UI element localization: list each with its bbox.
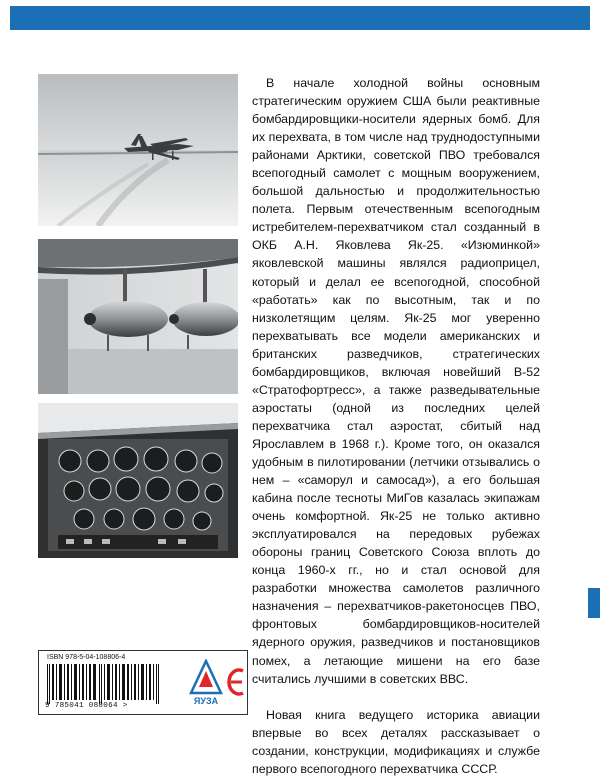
yauza-label: ЯУЗА <box>193 696 219 706</box>
back-cover-text <box>252 74 540 778</box>
under-wing-engines-photo <box>38 239 238 394</box>
top-bar <box>0 0 600 34</box>
yak25-on-snow-airfield-photo <box>38 74 238 226</box>
barcode-panel <box>38 650 248 715</box>
top-blue-stripe <box>10 6 590 30</box>
side-blue-stripe <box>588 588 600 618</box>
cockpit-instrument-panel-photo <box>38 403 238 558</box>
eksmo-publisher-logo <box>225 665 247 699</box>
isbn-label: ISBN 978-5-04-108806-4 <box>47 654 126 661</box>
barcode-icon <box>45 664 165 704</box>
yauza-publisher-logo <box>189 659 223 707</box>
description-paragraph: В начале холодной войны основным стратегическим оружием США были реактивные бомбардировщики-носители ядерных бомб. Для их перехвата, в том числе над труднодоступными районами Арктики, советской ПВО требовался всепогодный самолет с мощным вооружением, большой дальностью и продолжительностью полета. Первым отечественным всепогодным истребителем-перехватчиком стал созданный в ОКБ А.Н. Яковлева Як-25. «Изюминкой» яковлевской машины являлся радиоприцел, который и делал ее всепогодной, способной «работать» как по высотным, так и по низколетящим целям. Як-25 мог уверенно перехватывать все модели американских и британских разведчиков, стратегических бомбардировщиков, включая новейший B-52 «Стратофортресс», а также разведывательные аэростаты (одной из последних целей перехватчика стал аэростат, сбитый над Ярославлем в 1968 г.). Кроме того, он оказался удобным в пилотировании (летчики отзывались о нем – «саморул и самосад»), а его большая кабина после тесноты МиГов казалась экипажам очень комфортной. Як-25 не только активно эксплуатировался на передовых рубежах обороны границ Советского Союза вплоть до конца 1960-х гг., но и стал основой для разработки множества самолетов различного назначения – перехватчиков-ракетоносцев ПВО, фронтовых бомбардировщиков-носителей ядерного оружия, разведчиков и постановщиков помех, а летающие мишени на его базе считались лучшими в советских ВВС. <box>252 76 540 686</box>
book-summary-paragraph: Новая книга ведущего историка авиации впервые во всех деталях рассказывает о создании, конструкции, модификациях и службе первого всепогодного перехватчика СССР. <box>252 707 540 776</box>
barcode-number: 9 785041 088064 > <box>45 702 128 710</box>
